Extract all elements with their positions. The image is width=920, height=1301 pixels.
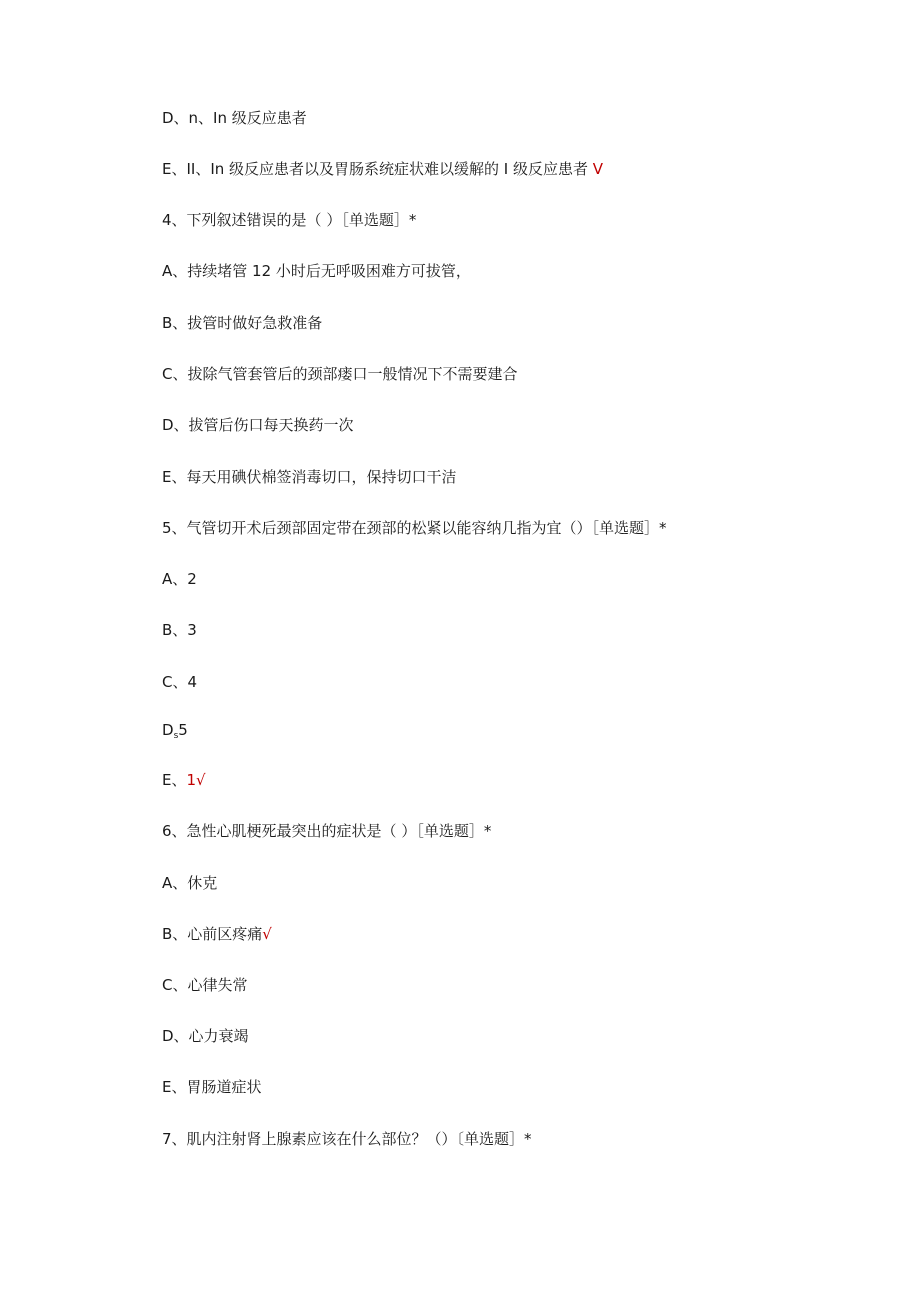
option-d-q4 [162,415,354,435]
option-text: B、心前区疼痛 [162,925,263,943]
option-e-q3 [162,159,603,179]
option-d-q5 [162,720,188,746]
question-text: 5、气管切开术后颈部固定带在颈部的松紧以能容纳几指为宜（）［单选题］* [162,519,667,537]
option-a-q4 [162,261,471,281]
option-c-q5 [162,672,197,692]
option-text: B、拔管时做好急救准备 [162,314,323,332]
option-b-q4 [162,313,322,333]
option-c-q4 [162,364,517,384]
option-d-q6 [162,1026,249,1046]
question-7-title [162,1129,532,1149]
option-text: C、拔除气管套管后的颈部瘘口一般情况下不需要建合 [162,365,518,383]
option-b-q5 [162,620,197,640]
option-e-q4 [162,467,456,487]
option-text: E、胃肠道症状 [162,1078,262,1096]
option-text: A、休克 [162,874,218,892]
question-6-title [162,821,491,841]
option-d-q3 [162,108,307,128]
option-a-q5 [162,569,197,589]
correct-answer-mark: V [592,160,604,178]
option-text: A、持续堵管 12 小时后无呼吸困难方可拔管， [162,262,471,280]
option-b-q6 [162,924,272,944]
correct-answer-mark: √ [262,925,272,943]
option-text: A、2 [162,570,197,588]
option-text: D、心力衰竭 [162,1027,249,1045]
question-5-title [162,518,667,538]
option-text: E、II、In 级反应患者以及胃肠系统症状难以缓解的 I 级反应患者 [162,160,593,178]
question-text: 6、急性心肌梗死最突出的症状是（ ）［单选题］* [162,822,492,840]
question-text: 7、肌内注射肾上腺素应该在什么部位？（）〔单选题］* [162,1130,532,1148]
option-value: 5 [178,721,188,739]
option-e-q5 [162,770,206,790]
option-text: E、 [162,771,187,789]
option-text: B、3 [162,621,197,639]
question-text: 4、下列叙述错误的是（ ）［单选题］* [162,211,417,229]
option-text: E、每天用碘伏棉签消毒切口，保持切口干洁 [162,468,457,486]
option-a-q6 [162,873,217,893]
option-text: D、n、In 级反应患者 [162,109,307,127]
option-e-q6 [162,1077,261,1097]
option-subscript: s [173,731,179,741]
option-text: D、拔管后伤口每天换药一次 [162,416,354,434]
option-c-q6 [162,975,247,995]
correct-answer-mark: 1√ [186,771,206,789]
question-4-title [162,210,416,230]
option-letter: D [162,721,174,739]
option-text: C、4 [162,673,198,691]
option-text: C、心律失常 [162,976,248,994]
